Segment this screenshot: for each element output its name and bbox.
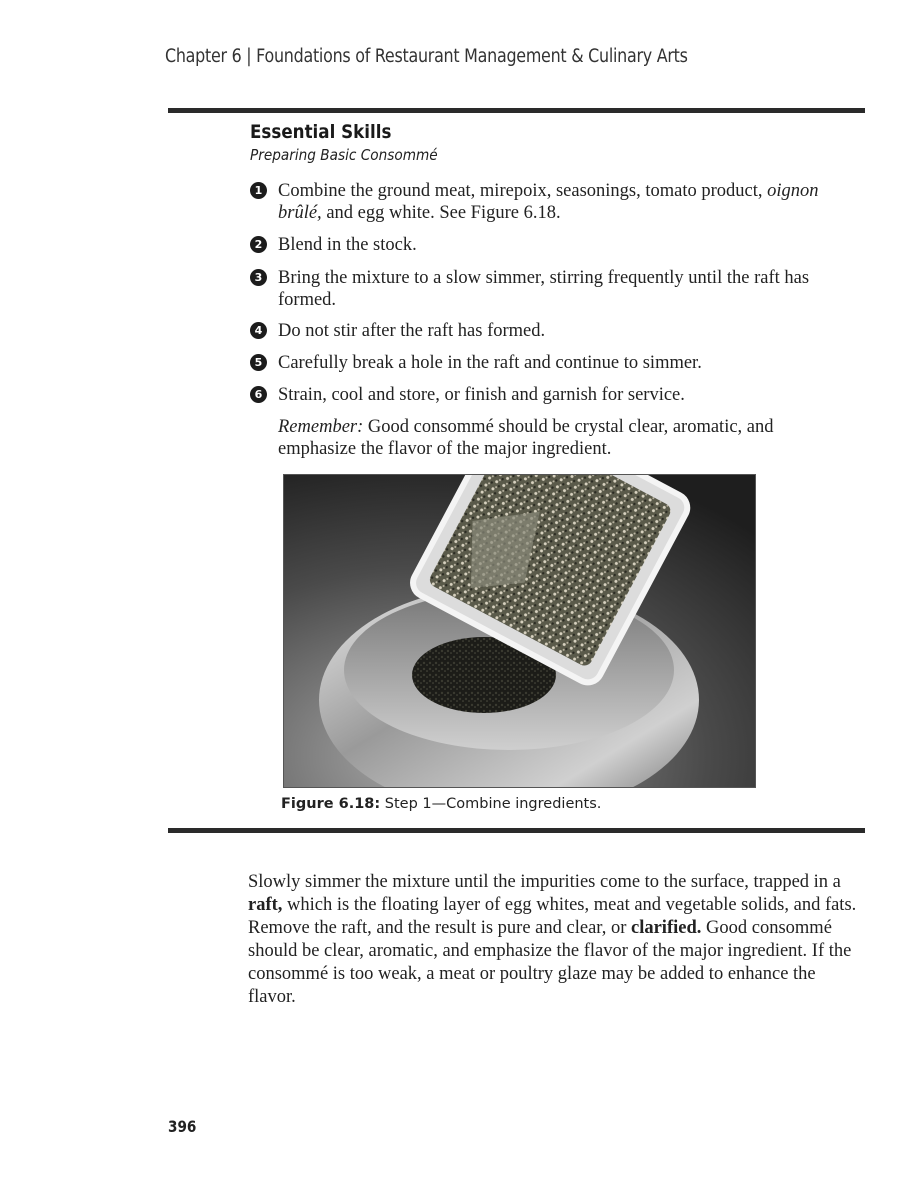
figure-photo-pouring-ingredients bbox=[283, 474, 756, 788]
remember-text: Good consommé should be crystal clear, aromatic, and emphasize the flavor of the major ingredient. bbox=[278, 417, 774, 459]
step-text: Blend in the stock. bbox=[278, 235, 417, 255]
step-number-badge: 1 bbox=[250, 182, 267, 199]
essential-skills-subtitle: Preparing Basic Consommé bbox=[250, 146, 438, 164]
bottom-rule bbox=[168, 828, 865, 833]
step-5 bbox=[250, 352, 850, 374]
step-2 bbox=[250, 234, 850, 256]
step-text: Do not stir after the raft has formed. bbox=[278, 321, 546, 341]
page-number: 396 bbox=[168, 1117, 197, 1136]
step-1 bbox=[250, 180, 850, 224]
step-text: Bring the mixture to a slow simmer, stirring frequently until the raft has formed. bbox=[278, 268, 810, 310]
figure-label: Figure 6.18: bbox=[281, 796, 381, 812]
essential-skills-title: Essential Skills bbox=[250, 121, 392, 143]
step-text: Combine the ground meat, mirepoix, seasonings, tomato product, oignon brûlé, and egg white. See Figure 6.18. bbox=[278, 181, 819, 223]
figure-caption-text: Step 1—Combine ingredients. bbox=[380, 796, 602, 812]
body-paragraph: Slowly simmer the mixture until the impurities come to the surface, trapped in a raft, which is the floating layer of egg whites, meat and vegetable solids, and fats. Remove the raft, and the result is pure and clear, or clarified. Good consommé should be clear, aromatic, and emphasize the flavor of the major ingredient. If the consommé is too weak, a meat or poultry glaze may be added to enhance the flavor. bbox=[248, 872, 857, 1007]
running-head: Chapter 6 | Foundations of Restaurant Management & Culinary Arts bbox=[165, 46, 688, 67]
term-clarified: clarified. bbox=[631, 918, 702, 938]
remember-label: Remember: bbox=[278, 417, 364, 437]
step-number-badge: 2 bbox=[250, 236, 267, 253]
remember-note bbox=[278, 416, 838, 460]
step-number-badge: 5 bbox=[250, 354, 267, 371]
step-number-badge: 3 bbox=[250, 269, 267, 286]
step-3 bbox=[250, 267, 850, 311]
step-number-badge: 4 bbox=[250, 322, 267, 339]
step-text: Carefully break a hole in the raft and continue to simmer. bbox=[278, 353, 702, 373]
photo-illustration bbox=[284, 475, 755, 787]
step-6 bbox=[250, 384, 850, 406]
top-rule bbox=[168, 108, 865, 113]
term-raft: raft, bbox=[248, 895, 283, 915]
step-text: Strain, cool and store, or finish and garnish for service. bbox=[278, 385, 685, 405]
step-4 bbox=[250, 320, 850, 342]
step-number-badge: 6 bbox=[250, 386, 267, 403]
figure-caption bbox=[281, 796, 601, 812]
